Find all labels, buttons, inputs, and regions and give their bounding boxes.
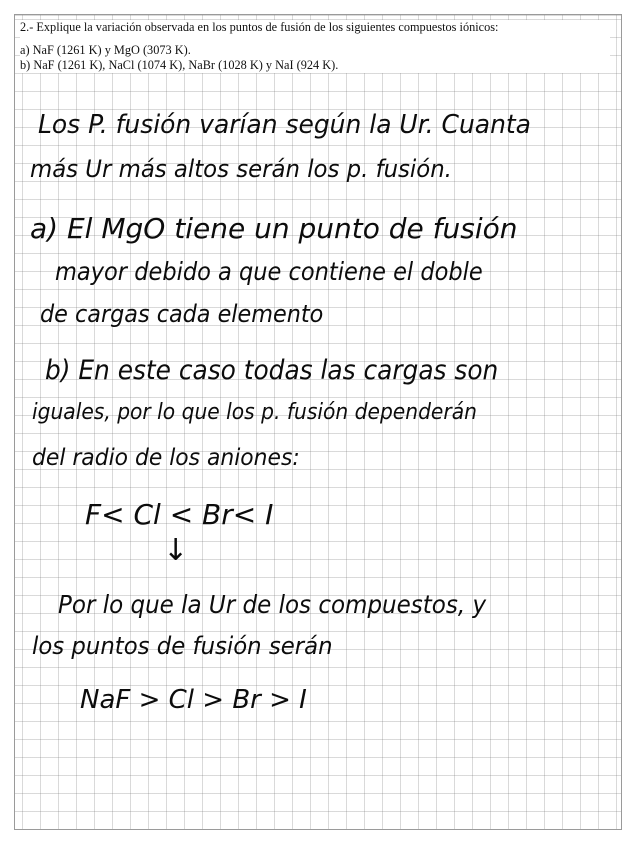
answer-line-5: de cargas cada elemento: [40, 300, 324, 328]
answer-line-12: los puntos de fusión serán: [32, 632, 333, 660]
answer-line-4: mayor debido a que contiene el doble: [55, 257, 483, 286]
answer-line-9: F< Cl < Br< I: [85, 498, 274, 531]
question-part-b: b) NaF (1261 K), NaCl (1074 K), NaBr (1028 K) y NaI (924 K).: [20, 58, 339, 72]
answer-line-11: Por lo que la Ur de los compuestos, y: [58, 590, 487, 619]
answer-line-2: más Ur más altos serán los p. fusión.: [30, 155, 452, 183]
answer-line-10: ↓: [163, 533, 189, 568]
answer-line-3: a) El MgO tiene un punto de fusión: [30, 212, 518, 245]
question-block: [20, 20, 610, 73]
answer-line-8: del radio de los aniones:: [32, 445, 300, 471]
answer-line-7: iguales, por lo que los p. fusión dependerán: [32, 400, 477, 425]
answer-line-6: b) En este caso todas las cargas son: [45, 355, 499, 386]
answer-line-1: Los P. fusión varían según la Ur. Cuanta: [38, 110, 531, 140]
question-title: 2.- Explique la variación observada en los puntos de fusión de los siguientes compuestos iónicos:: [20, 20, 499, 34]
answer-line-13: NaF > Cl > Br > I: [80, 685, 307, 715]
question-part-a: a) NaF (1261 K) y MgO (3073 K).: [20, 43, 191, 57]
